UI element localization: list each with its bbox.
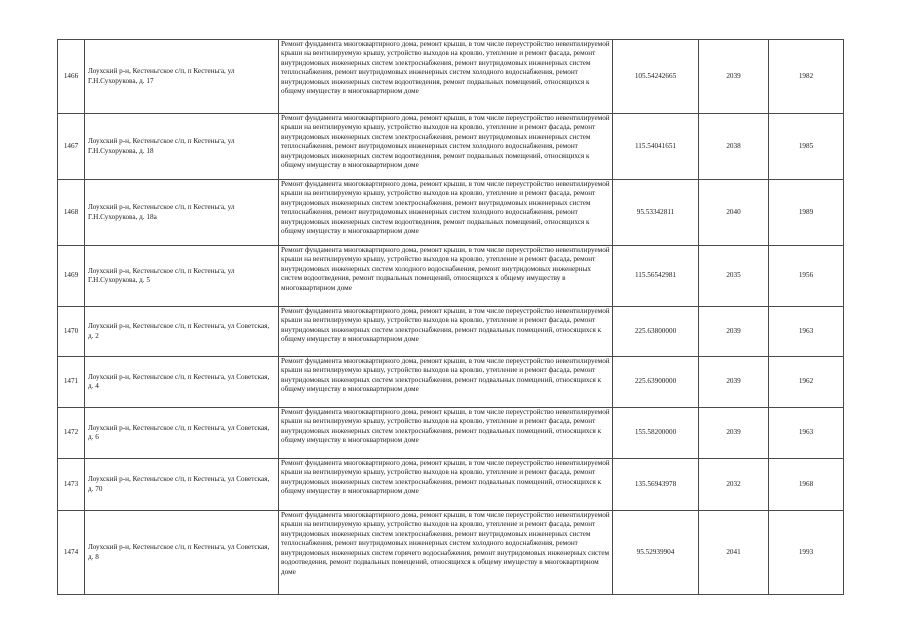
works-cell: Ремонт фундамента многоквартирного дома, ремонт крыши, в том числе переустройство невентилируемой крыши на вентилируемую крышу, устройство выходов на кровлю, утепление и ремонт фасада, ремонт внутридомовых инженерных систем холодного водоснабжения, ремонт внутридомовых инженерных систем водоотведения, ремонт подвальных помещений, относящихся к общему имуществу в многоквартирном доме bbox=[279, 246, 613, 307]
works-cell: Ремонт фундамента многоквартирного дома, ремонт крыши, в том числе переустройство невентилируемой крыши на вентилируемую крышу, устройство выходов на кровлю, утепление и ремонт фасада, ремонт внутридомовых инженерных систем электроснабжения, ремонт подвальных помещений, относящихся к общему имуществу в многоквартирном доме bbox=[279, 357, 613, 408]
works-cell: Ремонт фундамента многоквартирного дома, ремонт крыши, в том числе переустройство невентилируемой крыши на вентилируемую крышу, устройство выходов на кровлю, утепление и ремонт фасада, ремонт внутридомовых инженерных систем электроснабжения, ремонт подвальных помещений, относящихся к общему имуществу в многоквартирном доме bbox=[279, 408, 613, 459]
build-year-cell: 1989 bbox=[769, 180, 844, 246]
works-cell: Ремонт фундамента многоквартирного дома, ремонт крыши, в том числе переустройство невентилируемой крыши на вентилируемую крышу, устройство выходов на кровлю, утепление и ремонт фасада, ремонт внутридомовых инженерных систем электроснабжения, ремонт внутридомовых инженерных систем теплоснабжения, ремонт внутридомовых инженерных систем холодного водоснабжения, ремонт внутридомовых инженерных систем водоотведения, ремонт подвальных помещений, относящихся к общему имуществу в многоквартирном доме bbox=[279, 180, 613, 246]
table-row bbox=[58, 114, 844, 180]
cost-cell: 95.52939904 bbox=[613, 511, 699, 595]
row-number: 1468 bbox=[58, 180, 85, 246]
works-cell: Ремонт фундамента многоквартирного дома, ремонт крыши, в том числе переустройство невентилируемой крыши на вентилируемую крышу, устройство выходов на кровлю, утепление и ремонт фасада, ремонт внутридомовых инженерных систем электроснабжения, ремонт внутридомовых инженерных систем теплоснабжения, ремонт внутридомовых инженерных систем холодного водоснабжения, ремонт внутридомовых инженерных систем водоотведения, ремонт подвальных помещений, относящихся к общему имуществу в многоквартирном доме bbox=[279, 40, 613, 114]
row-number: 1469 bbox=[58, 246, 85, 307]
table-row bbox=[58, 511, 844, 595]
build-year-cell: 1963 bbox=[769, 307, 844, 357]
works-cell: Ремонт фундамента многоквартирного дома, ремонт крыши, в том числе переустройство невентилируемой крыши на вентилируемую крышу, устройство выходов на кровлю, утепление и ремонт фасада, ремонт внутридомовых инженерных систем электроснабжения, ремонт внутридомовых инженерных систем теплоснабжения, ремонт внутридомовых инженерных систем холодного водоснабжения, ремонт внутридомовых инженерных систем горячего водоснабжения, ремонт внутридомовых инженерных систем водоотведения, ремонт подвальных помещений, относящихся к общему имуществу в многоквартирном доме bbox=[279, 511, 613, 595]
row-number: 1467 bbox=[58, 114, 85, 180]
build-year-cell: 1993 bbox=[769, 511, 844, 595]
works-cell: Ремонт фундамента многоквартирного дома, ремонт крыши, в том числе переустройство невентилируемой крыши на вентилируемую крышу, устройство выходов на кровлю, утепление и ремонт фасада, ремонт внутридомовых инженерных систем электроснабжения, ремонт внутридомовых инженерных систем теплоснабжения, ремонт внутридомовых инженерных систем холодного водоснабжения, ремонт внутридомовых инженерных систем водоотведения, ремонт подвальных помещений, относящихся к общему имуществу в многоквартирном доме bbox=[279, 114, 613, 180]
cost-cell: 95.53342811 bbox=[613, 180, 699, 246]
works-cell: Ремонт фундамента многоквартирного дома, ремонт крыши, в том числе переустройство невентилируемой крыши на вентилируемую крышу, устройство выходов на кровлю, утепление и ремонт фасада, ремонт внутридомовых инженерных систем электроснабжения, ремонт подвальных помещений, относящихся к общему имуществу в многоквартирном доме bbox=[279, 307, 613, 357]
build-year-cell: 1962 bbox=[769, 357, 844, 408]
table-row bbox=[58, 40, 844, 114]
row-number: 1471 bbox=[58, 357, 85, 408]
address-cell: Лоухский р-н, Кестеньгское с/п, п Кестеньга, ул Г.Н.Сухорукова, д. 18а bbox=[85, 180, 279, 246]
address-cell: Лоухский р-н, Кестеньгское с/п, п Кестеньга, ул Г.Н.Сухорукова, д. 17 bbox=[85, 40, 279, 114]
build-year-cell: 1956 bbox=[769, 246, 844, 307]
table-row bbox=[58, 307, 844, 357]
row-number: 1474 bbox=[58, 511, 85, 595]
address-cell: Лоухский р-н, Кестеньгское с/п, п Кестеньга, ул Советская, д. 8 bbox=[85, 511, 279, 595]
build-year-cell: 1968 bbox=[769, 459, 844, 511]
plan-year-cell: 2039 bbox=[699, 357, 769, 408]
cost-cell: 135.56943978 bbox=[613, 459, 699, 511]
plan-year-cell: 2035 bbox=[699, 246, 769, 307]
row-number: 1472 bbox=[58, 408, 85, 459]
cost-cell: 225.63800000 bbox=[613, 307, 699, 357]
cost-cell: 105.54242665 bbox=[613, 40, 699, 114]
table-row bbox=[58, 408, 844, 459]
plan-year-cell: 2038 bbox=[699, 114, 769, 180]
cost-cell: 115.56542981 bbox=[613, 246, 699, 307]
build-year-cell: 1963 bbox=[769, 408, 844, 459]
address-cell: Лоухский р-н, Кестеньгское с/п, п Кестеньга, ул Г.Н.Сухорукова, д. 5 bbox=[85, 246, 279, 307]
address-cell: Лоухский р-н, Кестеньгское с/п, п Кестеньга, ул Советская, д. 2 bbox=[85, 307, 279, 357]
table-row bbox=[58, 180, 844, 246]
plan-year-cell: 2039 bbox=[699, 408, 769, 459]
address-cell: Лоухский р-н, Кестеньгское с/п, п Кестеньга, ул Советская, д. 70 bbox=[85, 459, 279, 511]
housing-repair-table bbox=[57, 39, 844, 595]
plan-year-cell: 2039 bbox=[699, 40, 769, 114]
address-cell: Лоухский р-н, Кестеньгское с/п, п Кестеньга, ул Советская, д. 6 bbox=[85, 408, 279, 459]
cost-cell: 155.58200000 bbox=[613, 408, 699, 459]
table-row bbox=[58, 459, 844, 511]
table-row bbox=[58, 357, 844, 408]
plan-year-cell: 2040 bbox=[699, 180, 769, 246]
works-cell: Ремонт фундамента многоквартирного дома, ремонт крыши, в том числе переустройство невентилируемой крыши на вентилируемую крышу, устройство выходов на кровлю, утепление и ремонт фасада, ремонт внутридомовых инженерных систем электроснабжения, ремонт подвальных помещений, относящихся к общему имуществу в многоквартирном доме bbox=[279, 459, 613, 511]
build-year-cell: 1985 bbox=[769, 114, 844, 180]
row-number: 1466 bbox=[58, 40, 85, 114]
cost-cell: 225.63900000 bbox=[613, 357, 699, 408]
plan-year-cell: 2032 bbox=[699, 459, 769, 511]
row-number: 1470 bbox=[58, 307, 85, 357]
address-cell: Лоухский р-н, Кестеньгское с/п, п Кестеньга, ул Советская, д. 4 bbox=[85, 357, 279, 408]
plan-year-cell: 2041 bbox=[699, 511, 769, 595]
cost-cell: 115.54041651 bbox=[613, 114, 699, 180]
table-row bbox=[58, 246, 844, 307]
address-cell: Лоухский р-н, Кестеньгское с/п, п Кестеньга, ул Г.Н.Сухорукова, д. 18 bbox=[85, 114, 279, 180]
plan-year-cell: 2039 bbox=[699, 307, 769, 357]
build-year-cell: 1982 bbox=[769, 40, 844, 114]
row-number: 1473 bbox=[58, 459, 85, 511]
